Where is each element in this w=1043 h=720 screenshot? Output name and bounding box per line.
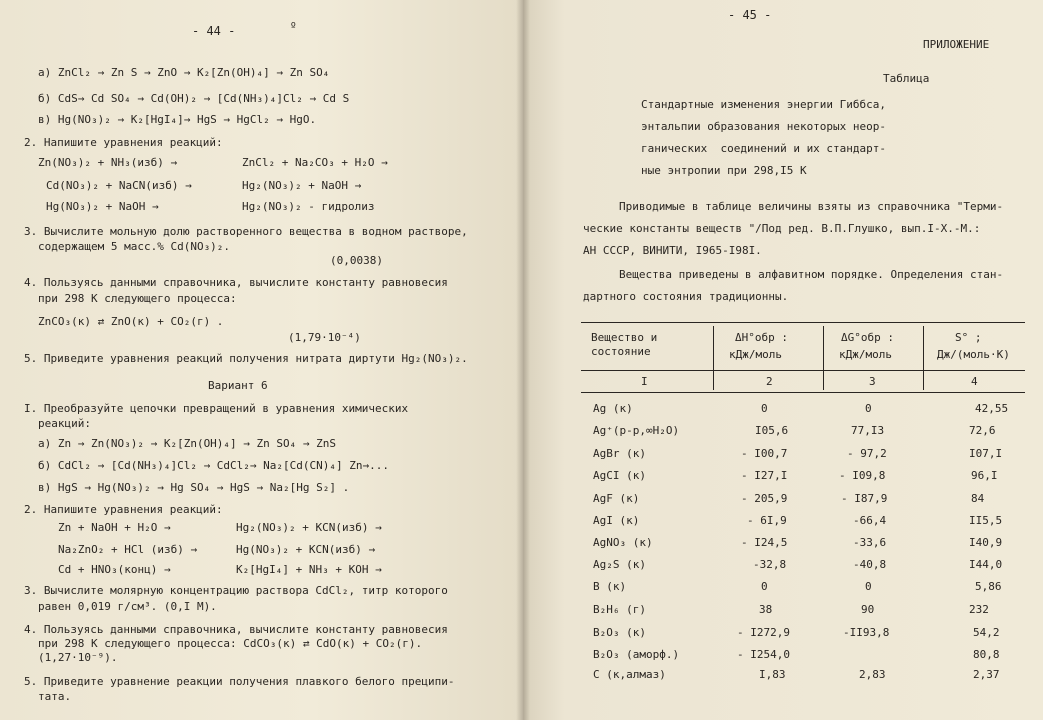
variant-q1-line-2: реакций: <box>38 417 91 430</box>
cell-gibbs: 77,I3 <box>851 424 885 437</box>
cell-enthalpy: - I27,I <box>741 469 788 482</box>
cell-entropy: 72,6 <box>969 424 996 437</box>
cell-substance: B (к) <box>593 580 627 593</box>
table-col-divider-2 <box>823 326 824 390</box>
table-col-divider-1 <box>713 326 714 390</box>
variant-chain-v: в) HgS → Hg(NO₃)₂ → Hg SO₄ → HgS → Na₂[Hg S₂] . <box>38 481 350 494</box>
cell-enthalpy: - I254,0 <box>737 648 790 661</box>
variant-q5-line-2: тата. <box>38 690 72 703</box>
question-2: 2. Напишите уравнения реакций: <box>24 136 223 149</box>
cell-gibbs: -40,8 <box>853 558 887 571</box>
reaction-3-right: Hg₂(NO₃)₂ - гидролиз <box>242 200 375 213</box>
cell-entropy: 96,I <box>971 469 998 482</box>
question-4-answer: (1,79·10⁻⁴) <box>288 331 361 344</box>
header-entropy-line-1: S° ; <box>955 331 982 344</box>
source-line-3: АН СССР, ВИНИТИ, I965-I98I. <box>583 244 762 257</box>
cell-entropy: 2,37 <box>973 668 1000 681</box>
column-number-2: 2 <box>766 375 773 388</box>
variant-q3-line-1: 3. Вычислите молярную концентрацию раствора CdCl₂, титр которого <box>24 584 448 597</box>
cell-enthalpy: - I272,9 <box>737 626 790 639</box>
variant-q4-line-1: 4. Пользуясь данными справочника, вычислите константу равновесия <box>24 623 448 636</box>
variant-q5-line-1: 5. Приведите уравнение реакции получения плавкого белого преципи- <box>24 675 455 688</box>
variant-q4-answer: (1,27·10⁻⁹). <box>38 651 118 664</box>
source-line-1: Приводимые в таблице величины взяты из справочника "Терми- <box>619 200 1004 213</box>
question-4-equation: ZnCO₃(к) ⇄ ZnO(к) + CO₂(г) . <box>38 315 224 328</box>
cell-entropy: I40,9 <box>969 536 1003 549</box>
cell-gibbs: 0 <box>865 402 872 415</box>
cell-gibbs: 2,83 <box>859 668 886 681</box>
variant-chain-a: а) Zn → Zn(NO₃)₂ → K₂[Zn(OH)₄] → Zn SO₄ → ZnS <box>38 437 337 450</box>
source-line-2: ческие константы веществ "/Под ред. В.П.Глушко, вып.I-X.-М.: <box>583 222 981 235</box>
page-number-left: - 44 - <box>192 24 236 38</box>
header-substance-line-2: состояние <box>591 345 651 358</box>
cell-gibbs: -33,6 <box>853 536 887 549</box>
table-top-rule <box>581 322 1025 323</box>
cell-enthalpy: I,83 <box>759 668 786 681</box>
cell-substance: AgF (к) <box>593 492 640 505</box>
cell-substance: AgNO₃ (к) <box>593 536 653 549</box>
column-number-4: 4 <box>971 375 978 388</box>
cell-substance: Ag (к) <box>593 402 633 415</box>
reaction-3-left: Hg(NO₃)₂ + NaOH → <box>46 200 159 213</box>
table-header-rule <box>581 370 1025 371</box>
cell-entropy: 80,8 <box>973 648 1000 661</box>
table-col-divider-3 <box>923 326 924 390</box>
cell-enthalpy: 0 <box>761 402 768 415</box>
question-3-line-2: содержащем 5 масс.% Cd(NO₃)₂. <box>38 240 231 253</box>
cell-substance: C (к,алмаз) <box>593 668 666 681</box>
cell-enthalpy: - 6I,9 <box>747 514 787 527</box>
variant-heading: Вариант 6 <box>208 379 268 392</box>
table-number-rule <box>581 392 1025 393</box>
cell-entropy: 232 <box>969 603 989 616</box>
cell-gibbs: - I09,8 <box>839 469 886 482</box>
question-3-line-1: 3. Вычислите мольную долю растворенного вещества в водном растворе, <box>24 225 468 238</box>
variant-reaction-1-left: Zn + NaOH + H₂O → <box>58 521 171 534</box>
cell-entropy: 5,86 <box>975 580 1002 593</box>
cell-gibbs: 90 <box>861 603 875 616</box>
cell-entropy: I44,0 <box>969 558 1003 571</box>
cell-enthalpy: 38 <box>759 603 773 616</box>
cell-enthalpy: I05,6 <box>755 424 789 437</box>
reaction-2-right: Hg₂(NO₃)₂ + NaOH → <box>242 179 362 192</box>
cell-enthalpy: 0 <box>761 580 768 593</box>
cell-enthalpy: - I24,5 <box>741 536 788 549</box>
cell-substance: Ag₂S (к) <box>593 558 646 571</box>
page-number-right: - 45 - <box>728 8 772 22</box>
cell-entropy: 84 <box>971 492 985 505</box>
cell-entropy: 54,2 <box>973 626 1000 639</box>
header-substance-line-1: Вещество и <box>591 331 658 344</box>
question-3-answer: (0,0038) <box>330 254 383 267</box>
page-mark: º <box>290 20 297 33</box>
cell-gibbs: 0 <box>865 580 872 593</box>
right-page <box>523 0 1043 720</box>
caption-line-1: Стандартные изменения энергии Гиббса, <box>641 98 887 111</box>
header-enthalpy-line-2: кДж/моль <box>729 348 782 361</box>
cell-substance: B₂O₃ (к) <box>593 626 646 639</box>
cell-gibbs: -66,4 <box>853 514 887 527</box>
cell-substance: Ag⁺(р-р,∞H₂O) <box>593 424 680 437</box>
order-line-1: Вещества приведены в алфавитном порядке. Определения стан- <box>619 268 1004 281</box>
variant-reaction-1-right: Hg₂(NO₃)₂ + KCN(изб) → <box>236 521 382 534</box>
appendix-heading: ПРИЛОЖЕНИЕ <box>923 38 990 51</box>
table-label: Таблица <box>883 72 930 85</box>
variant-reaction-3-right: K₂[HgI₄] + NH₃ + KOH → <box>236 563 382 576</box>
cell-substance: AgCI (к) <box>593 469 646 482</box>
column-number-3: 3 <box>869 375 876 388</box>
variant-chain-b: б) CdCl₂ → [Cd(NH₃)₄]Cl₂ → CdCl₂→ Na₂[Cd(CN)₄] Zn→... <box>38 459 389 472</box>
reaction-1-right: ZnCl₂ + Na₂CO₃ + H₂O → <box>242 156 388 169</box>
cell-substance: AgBr (к) <box>593 447 646 460</box>
cell-gibbs: - I87,9 <box>841 492 888 505</box>
question-4-line-2: при 298 К следующего процесса: <box>38 292 237 305</box>
cell-substance: AgI (к) <box>593 514 640 527</box>
column-number-1: I <box>641 375 648 388</box>
cell-substance: B₂O₃ (аморф.) <box>593 648 680 661</box>
variant-reaction-2-left: Na₂ZnO₂ + HCl (изб) → <box>58 543 198 556</box>
caption-line-2: энтальпии образования некоторых неор- <box>641 120 887 133</box>
cell-enthalpy: -32,8 <box>753 558 787 571</box>
chain-v: в) Hg(NO₃)₂ → K₂[HgI₄]→ HgS → HgCl₂ → HgO. <box>38 113 317 126</box>
chain-b: б) CdS→ Cd SO₄ → Cd(OH)₂ → [Cd(NH₃)₄]Cl₂ → Cd S <box>38 92 350 105</box>
variant-q1-line-1: I. Преобразуйте цепочки превращений в уравнения химических <box>24 402 409 415</box>
reaction-2-left: Cd(NO₃)₂ + NaCN(изб) → <box>46 179 192 192</box>
caption-line-4: ные энтропии при 298,I5 К <box>641 164 807 177</box>
variant-q4-line-2: при 298 К следующего процесса: CdCO₃(к) ⇄ CdO(к) + CO₂(г). <box>38 637 423 650</box>
order-line-2: дартного состояния традиционны. <box>583 290 789 303</box>
header-entropy-line-2: Дж/(моль·К) <box>937 348 1010 361</box>
cell-enthalpy: - I00,7 <box>741 447 788 460</box>
variant-q3-line-2: равен 0,019 г/см³. (0,I M). <box>38 600 217 613</box>
question-4-line-1: 4. Пользуясь данными справочника, вычислите константу равновесия <box>24 276 448 289</box>
cell-gibbs: - 97,2 <box>847 447 887 460</box>
cell-entropy: I07,I <box>969 447 1003 460</box>
caption-line-3: ганических соединений и их стандарт- <box>641 142 887 155</box>
cell-enthalpy: - 205,9 <box>741 492 788 505</box>
cell-substance: B₂H₆ (г) <box>593 603 646 616</box>
cell-entropy: 42,55 <box>975 402 1009 415</box>
header-enthalpy-line-1: ΔH°обр : <box>735 331 788 344</box>
header-gibbs-line-1: ΔG°обр : <box>841 331 894 344</box>
reaction-1-left: Zn(NO₃)₂ + NH₃(изб) → <box>38 156 178 169</box>
cell-gibbs: -II93,8 <box>843 626 890 639</box>
variant-q2: 2. Напишите уравнения реакций: <box>24 503 223 516</box>
book-gutter <box>516 0 530 720</box>
cell-entropy: II5,5 <box>969 514 1003 527</box>
chain-a: а) ZnCl₂ → Zn S → ZnO → K₂[Zn(OH)₄] → Zn SO₄ <box>38 66 330 79</box>
variant-reaction-3-left: Cd + HNO₃(конц) → <box>58 563 171 576</box>
variant-reaction-2-right: Hg(NO₃)₂ + KCN(изб) → <box>236 543 376 556</box>
question-5: 5. Приведите уравнения реакций получения нитрата диртути Hg₂(NO₃)₂. <box>24 352 468 365</box>
header-gibbs-line-2: кДж/моль <box>839 348 892 361</box>
